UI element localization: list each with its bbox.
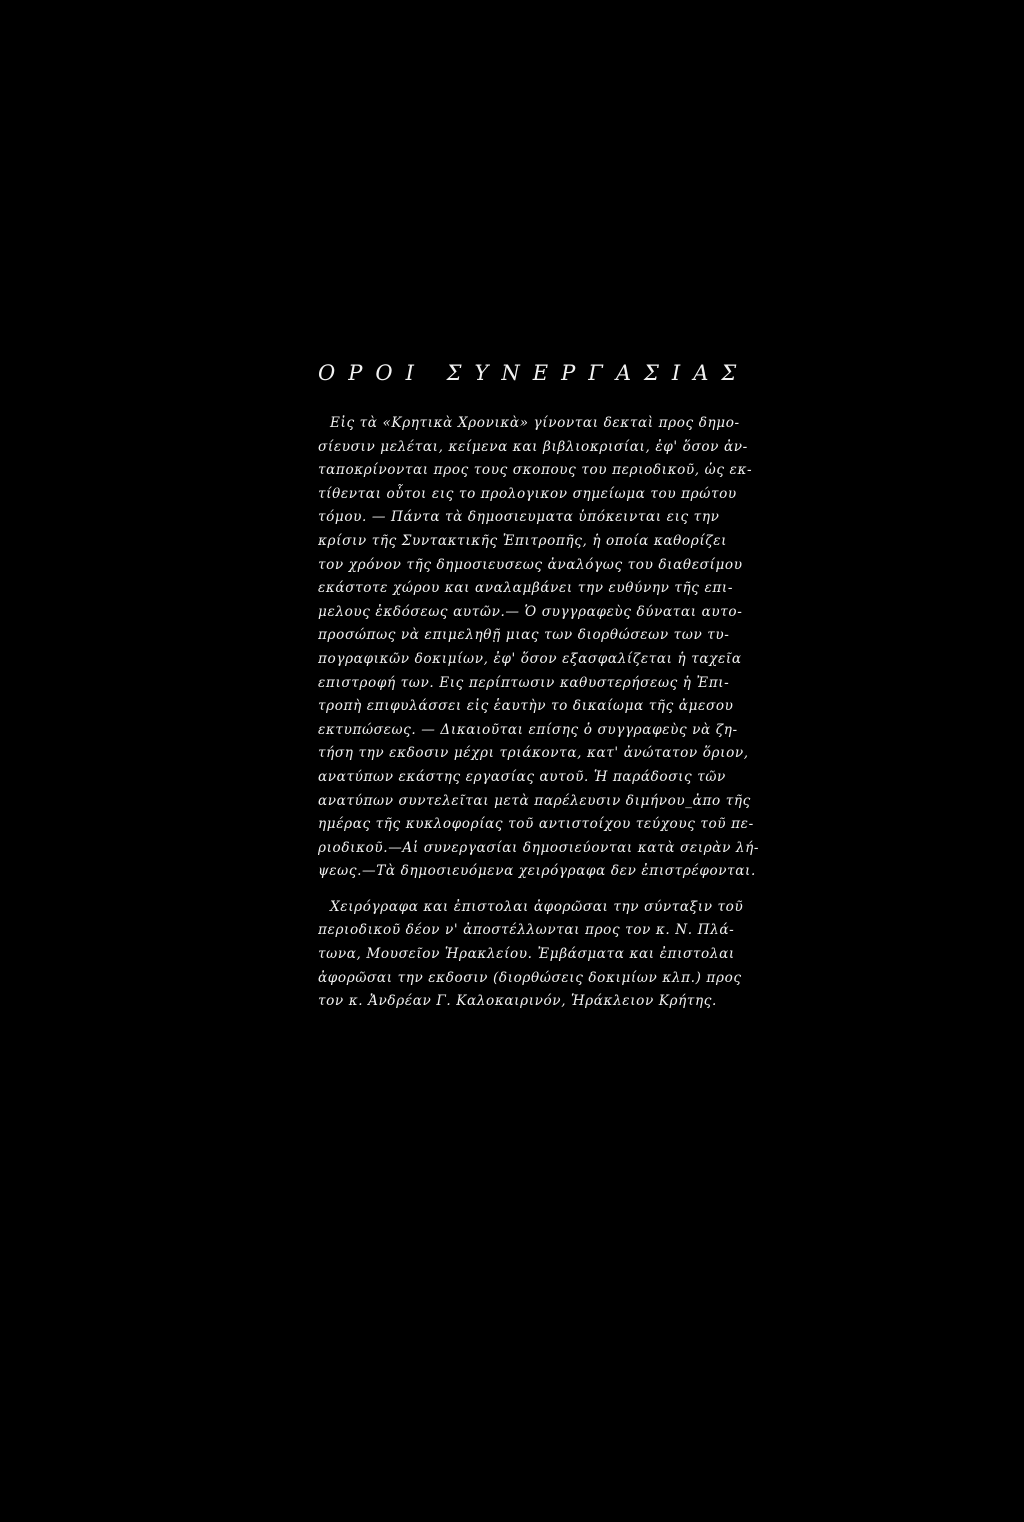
text-line: ταποκρίνονται προς τους σκοπους του περιοδικοῦ, ὡς εκ-	[318, 462, 753, 479]
text-line: πογραφικῶν δοκιμίων, ἐφ' ὅσον εξασφαλίζεται ἡ ταχεῖα	[318, 650, 742, 667]
text-line: Εἰς τὰ «Κρητικὰ Χρονικὰ» γίνονται δεκταὶ προς δημο-	[330, 415, 740, 431]
text-line: τον κ. Ἀνδρέαν Γ. Καλοκαιρινόν, Ἡράκλειον Κρήτης.	[318, 993, 717, 1010]
page-title: ΟΡΟΙ ΣΥΝΕΡΓΑΣΙΑΣ	[318, 361, 750, 385]
text-line: ριοδικοῦ.—Αἱ συνεργασίαι δημοσιεύονται κατὰ σειρὰν λή-	[318, 839, 760, 856]
text-line: ἀφορῶσαι την εκδοσιν (διορθώσεις δοκιμίων κλπ.) προς	[318, 969, 742, 986]
terms-text-block	[318, 358, 770, 1014]
paragraph-gap	[318, 884, 770, 896]
text-line: Χειρόγραφα και ἐπιστολαι ἀφορῶσαι την σύνταξιν τοῦ	[330, 898, 744, 915]
text-line: τωνα, Μουσεῖον Ἡρακλείου. Ἐμβάσματα και ἐπιστολαι	[318, 946, 735, 963]
text-line: εκτυπώσεως. — Δικαιοῦται επίσης ὁ συγγραφεὺς νὰ ζη-	[318, 721, 738, 738]
text-line: ημέρας τῆς κυκλοφορίας τοῦ αντιστοίχου τεύχους τοῦ πε-	[318, 816, 754, 833]
text-line: ανατύπων συντελεῖται μετὰ παρέλευσιν διμήνου_ἀπο τῆς	[318, 792, 751, 809]
text-line: εκάστοτε χώρου και αναλαμβάνει την ευθύνην τῆς επι-	[318, 580, 734, 597]
text-line: ανατύπων εκάστης εργασίας αυτοῦ. Ἡ παράδοσις τῶν	[318, 768, 726, 785]
text-line: προσώπως νὰ επιμεληθῇ μιας των διορθώσεων των τυ-	[318, 627, 730, 644]
text-line: κρίσιν τῆς Συντακτικῆς Ἐπιτροπῆς, ἡ οποία καθορίζει	[318, 532, 728, 549]
text-line: μελους ἐκδόσεως αυτῶν.— Ὁ συγγραφεὺς δύναται αυτο-	[318, 603, 743, 620]
paragraph-terms	[318, 412, 770, 884]
text-line: τήση την εκδοσιν μέχρι τριάκοντα, κατ' ἀνώτατον ὅριον,	[318, 745, 749, 762]
text-line: περιοδικοῦ δέον ν' ἀποστέλλωνται προς τον κ. Ν. Πλά-	[318, 922, 735, 939]
paragraph-contact	[318, 896, 770, 1014]
text-line: ψεως.—Τὰ δημοσιευόμενα χειρόγραφα δεν ἐπιστρέφονται.	[318, 863, 756, 880]
text-line: τίθενται οὗτοι εις το προλογικον σημείωμα του πρώτου	[318, 485, 737, 502]
text-line: τόμου. — Πάντα τὰ δημοσιευματα ὑπόκεινται εις την	[318, 509, 720, 526]
text-line: σίευσιν μελέται, κείμενα και βιβλιοκρισίαι, ἐφ' ὅσον ἀν-	[318, 438, 748, 455]
text-line: τον χρόνον τῆς δημοσιευσεως ἀναλόγως του διαθεσίμου	[318, 556, 743, 573]
text-line: τροπὴ επιφυλάσσει εἰς ἑαυτὴν το δικαίωμα τῆς ἀμεσου	[318, 698, 734, 715]
text-line: επιστροφή των. Εις περίπτωσιν καθυστερήσεως ἡ Ἐπι-	[318, 674, 730, 691]
